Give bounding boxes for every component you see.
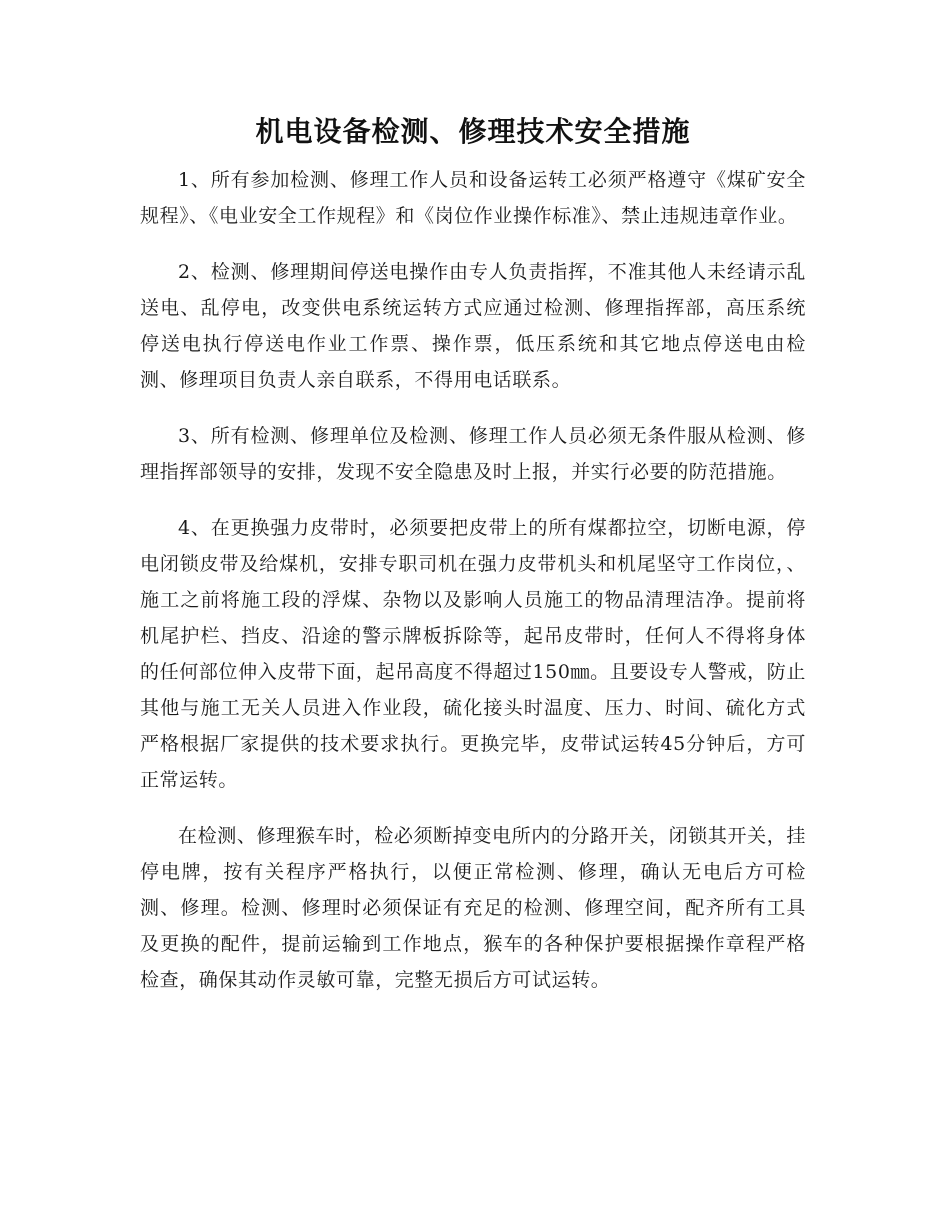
document-page [140, 112, 806, 1018]
paragraph-3: 3、所有检测、修理单位及检测、修理工作人员必须无条件服从检测、修理指挥部领导的安排，发现不安全隐患及时上报，并实行必要的防范措施。 [140, 425, 806, 483]
document-title: 机电设备检测、修理技术安全措施 [255, 115, 691, 148]
paragraph-1: 1、所有参加检测、修理工作人员和设备运转工必须严格遵守《煤矿安全规程》、《电业安全工作规程》和《岗位作业操作标准》、禁止违规违章作业。 [140, 169, 806, 227]
paragraph-5: 在检测、修理猴车时，检必须断掉变电所内的分路开关，闭锁其开关，挂停电牌，按有关程序严格执行，以便正常检测、修理，确认无电后方可检测、修理。检测、修理时必须保证有充足的检测、修理空间，配齐所有工具及更换的配件，提前运输到工作地点，猴车的各种保护要根据操作章程严格检查，确保其动作灵敏可靠，完整无损后方可试运转。 [140, 825, 806, 991]
paragraph-4: 4、在更换强力皮带时，必须要把皮带上的所有煤都拉空，切断电源，停电闭锁皮带及给煤机，安排专职司机在强力皮带机头和机尾坚守工作岗位，、施工之前将施工段的浮煤、杂物以及影响人员施工的物品清理洁净。提前将机尾护栏、挡皮、沿途的警示牌板拆除等，起吊皮带时，任何人不得将身体的任何部位伸入皮带下面，起吊高度不得超过150㎜。且要设专人警戒，防止其他与施工无关人员进入作业段，硫化接头时温度、压力、时间、硫化方式严格根据厂家提供的技术要求执行。更换完毕，皮带试运转45分钟后，方可正常运转。 [140, 517, 806, 791]
paragraph-2: 2、检测、修理期间停送电操作由专人负责指挥，不准其他人未经请示乱送电、乱停电，改变供电系统运转方式应通过检测、修理指挥部，高压系统停送电执行停送电作业工作票、操作票，低压系统和其它地点停送电由检测、修理项目负责人亲自联系，不得用电话联系。 [140, 261, 806, 391]
